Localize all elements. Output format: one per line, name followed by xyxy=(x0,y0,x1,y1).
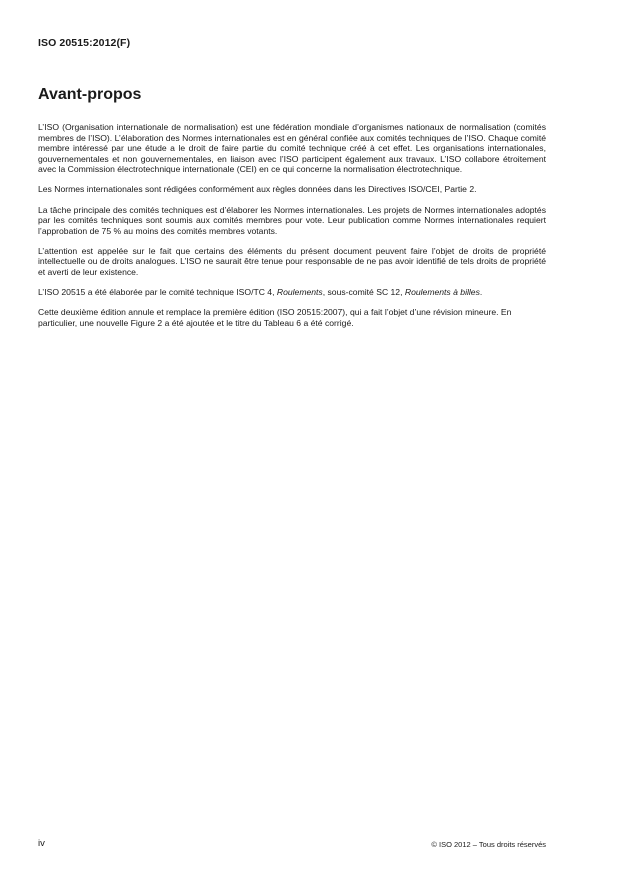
paragraph-directives: Les Normes internationales sont rédigées conformément aux règles données dans les Directives ISO/CEI, Partie 2. xyxy=(38,184,477,195)
paragraph-edition: Cette deuxième édition annule et remplace la première édition (ISO 20515:2007), qui a fait l’objet d’une révision mineure. En particulier, une nouvelle Figure 2 a été ajoutée et le titre du Tableau 6 a été corrigé. xyxy=(38,307,512,328)
foreword-body xyxy=(38,122,546,338)
document-id: ISO 20515:2012(F) xyxy=(38,37,131,49)
paragraph-main-task: La tâche principale des comités techniques est d’élaborer les Normes internationales. Les projets de Normes internationales adoptés par les comités techniques sont soumis aux comités membres pour vote. Leur publication comme Normes internationales requiert l’approbation de 75 % au moins des comités membres votants. xyxy=(38,204,546,236)
committee-text-3: . xyxy=(479,287,483,298)
paragraph-iso-intro: L’ISO (Organisation internationale de normalisation) est une fédération mondiale d’organismes nationaux de normalisation (comités membres de l’ISO). L’élaboration des Normes internationales est en général confiée aux comités techniques de l’ISO. Chaque comité membre intéressé par une étude a le droit de faire partie du comité technique créé à cet effet. Les organisations internationales, gouvernementales et non gouvernementales, en liaison avec l’ISO participent également aux travaux. L’ISO collabore étroitement avec la Commission électrotechnique internationale (CEI) en ce qui concerne la normalisation électrotechnique. xyxy=(38,122,546,175)
section-title: Avant-propos xyxy=(38,86,142,103)
committee-name: Roulements xyxy=(276,287,323,298)
copyright-notice: © ISO 2012 – Tous droits réservés xyxy=(431,840,546,849)
subcommittee-name: Roulements à billes xyxy=(404,287,480,298)
paragraph-committee xyxy=(38,287,546,298)
committee-text-2: , sous-comité SC 12, xyxy=(322,287,405,298)
paragraph-patent-rights: L’attention est appelée sur le fait que certains des éléments du présent document peuvent faire l’objet de droits de propriété intellectuelle ou de droits analogues. L’ISO ne saurait être tenue pour responsable de ne pas avoir identifié de tels droits de propriété et averti de leur existence. xyxy=(38,245,546,278)
page-number: iv xyxy=(38,838,45,849)
committee-text-1: L’ISO 20515 a été élaborée par le comité technique ISO/TC 4, xyxy=(38,287,277,298)
